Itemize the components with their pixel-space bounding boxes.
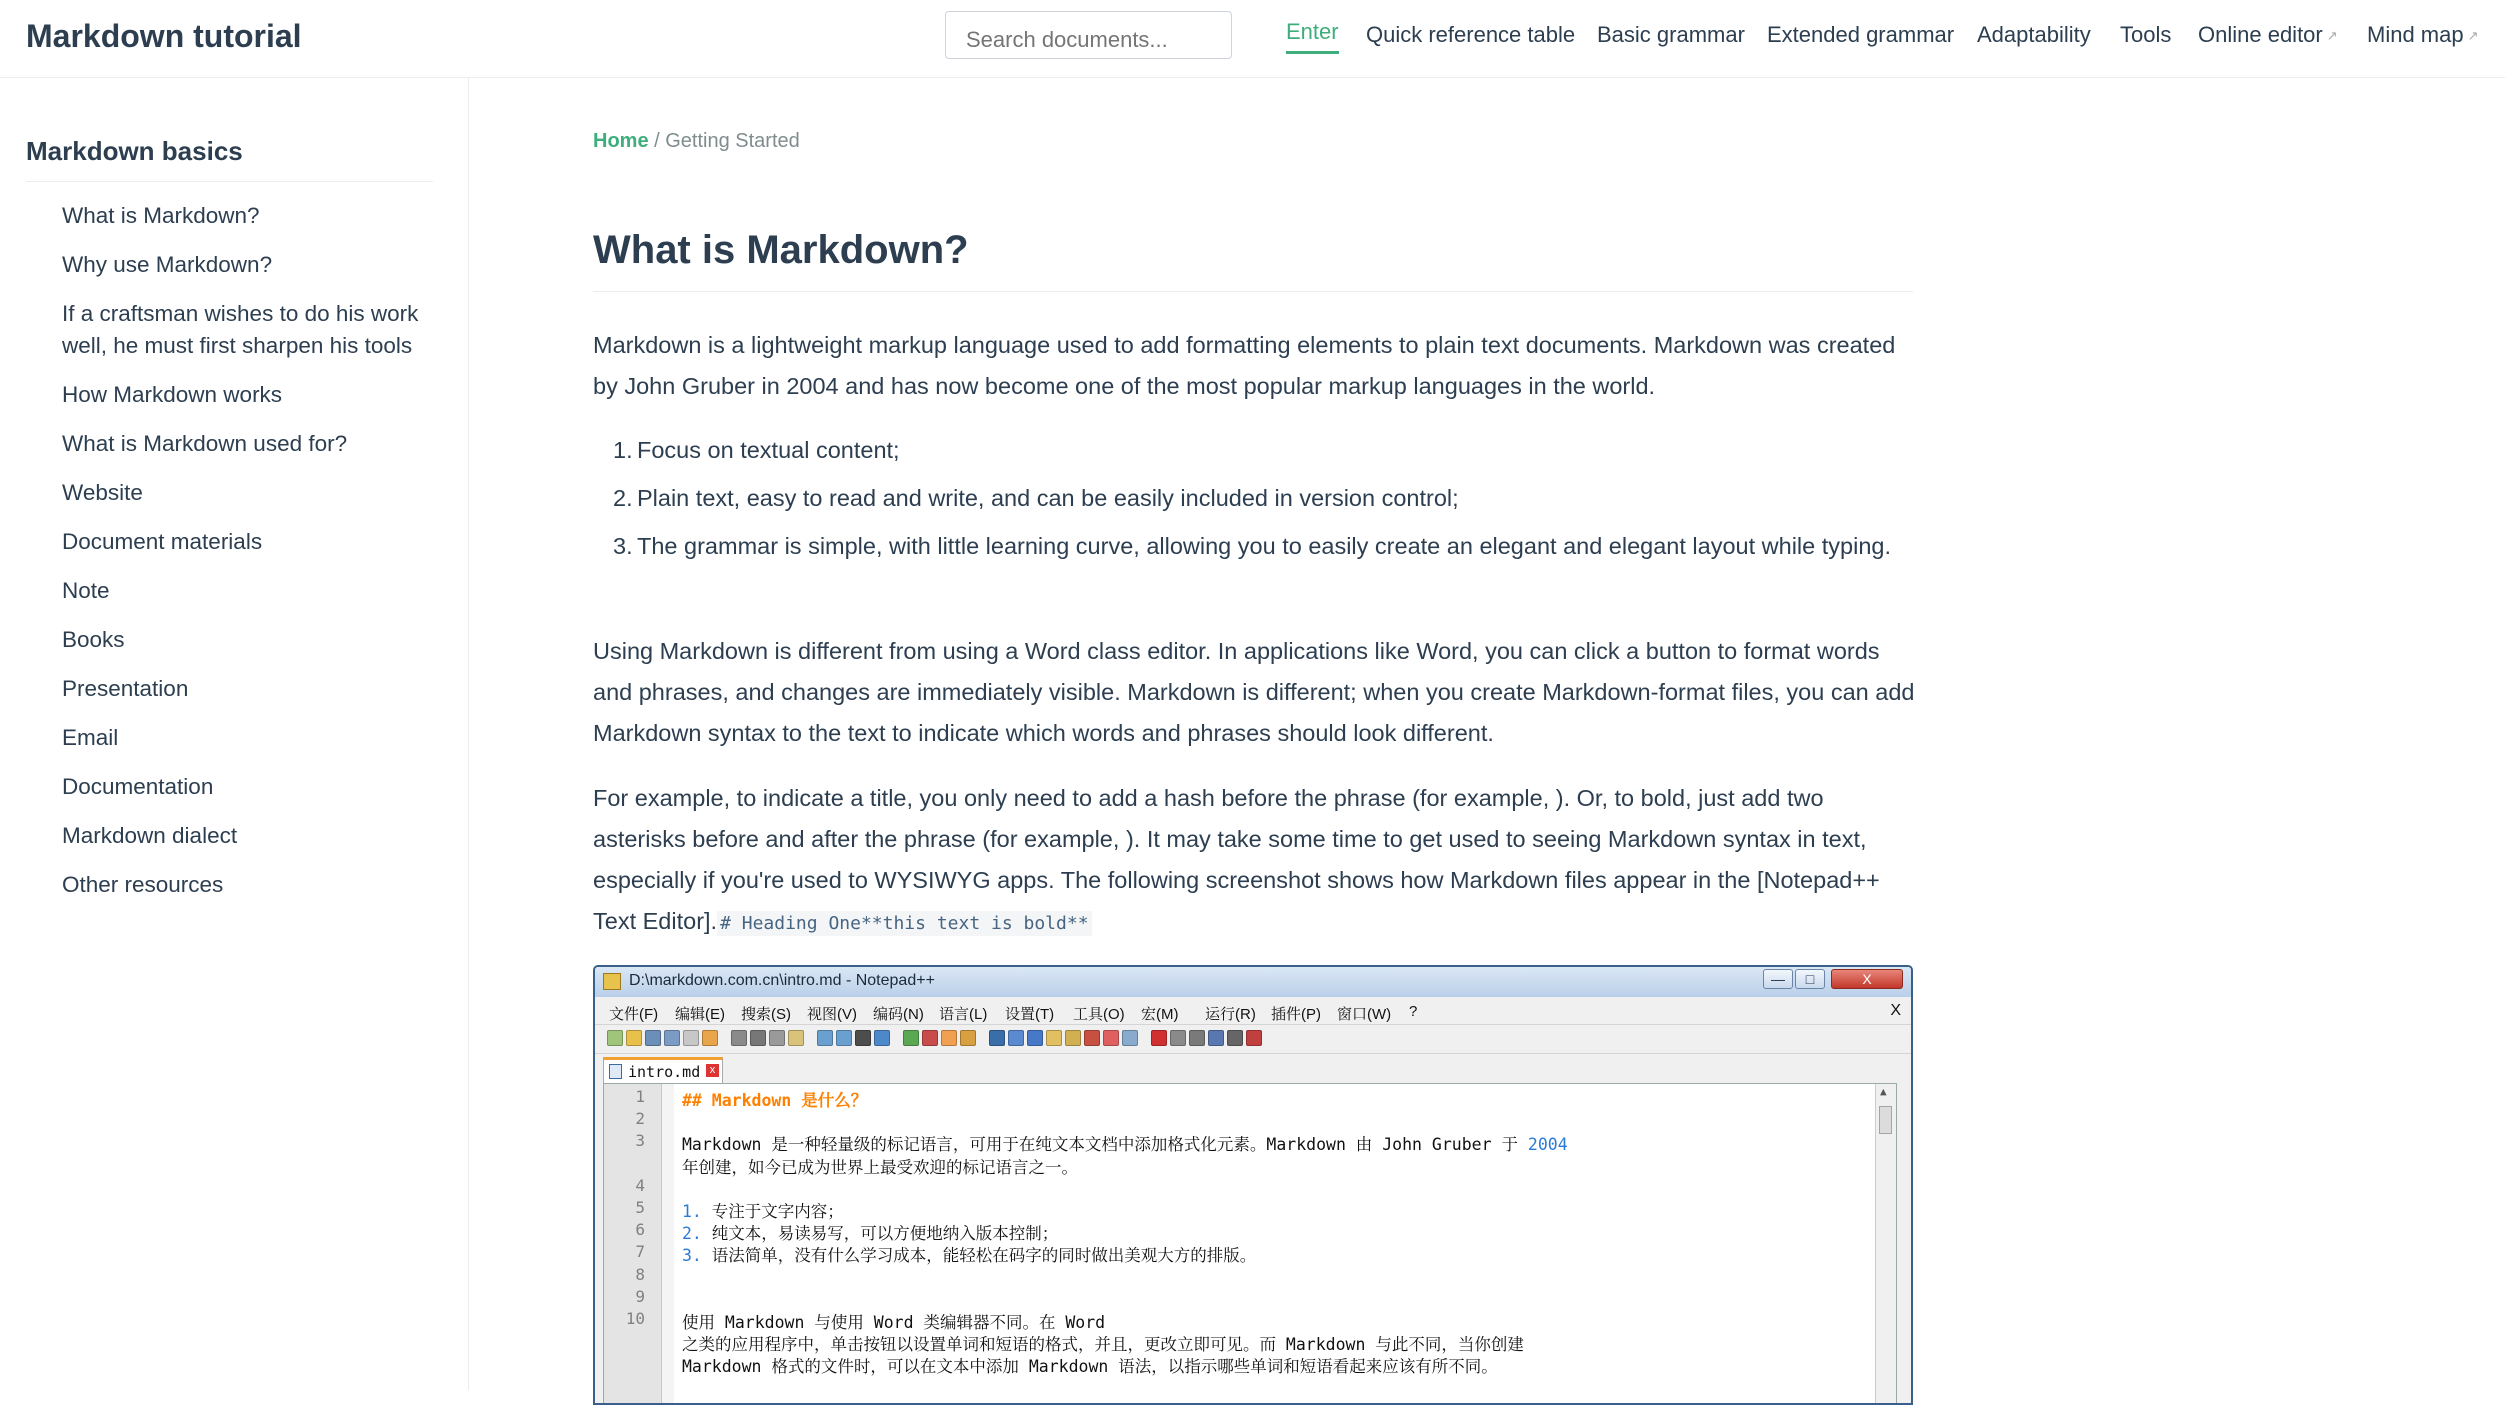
scroll-up-icon: ▲: [1880, 1085, 1887, 1098]
window-titlebar: [595, 967, 1911, 997]
toolbar-icon: [645, 1030, 661, 1046]
toolbar-icon: [702, 1030, 718, 1046]
intro-paragraph: Markdown is a lightweight markup language used to add formatting elements to plain text documents. Markdown was created by John Gruber in 2004 and has now become one of the most popular markup languages in the world.: [593, 332, 1896, 399]
nav-online-editor[interactable]: [2198, 22, 2338, 48]
sidebar-heading[interactable]: Markdown basics: [26, 136, 433, 182]
notepad-screenshot: [593, 965, 1913, 1405]
menu-language: 语言(L): [939, 1006, 988, 1023]
inline-code: # Heading One**this text is bold**: [717, 911, 1091, 936]
tab-intro-md: [603, 1057, 723, 1083]
breadcrumb-current: Getting Started: [665, 130, 800, 152]
code-line: Markdown 格式的文件时，可以在文本中添加 Markdown 语法，以指示哪些单词和短语看起来应该有所不同。: [682, 1357, 1498, 1377]
word-comparison-paragraph: Using Markdown is different from using a Word class editor. In applications like Word, you can click a button to format words and phrases, and changes are immediately visible. Markdown is different; when you create Markdown-format files, you can add Markdown syntax to the text to indicate which words and phrases should look different.: [593, 638, 1915, 746]
sidebar-item-markdown-dialect[interactable]: Markdown dialect: [62, 823, 238, 848]
toolbar-icon: [1084, 1030, 1100, 1046]
sidebar-item-what-is-markdown[interactable]: What is Markdown?: [62, 203, 260, 228]
top-navbar: [0, 0, 2505, 78]
list-item: [593, 478, 1915, 519]
code-line: 2. 纯文本，易读易写，可以方便地纳入版本控制；: [682, 1224, 1059, 1244]
list-number: 2.: [613, 485, 633, 511]
list-marker: 1.: [682, 1202, 702, 1221]
menu-run: 运行(R): [1205, 1006, 1256, 1023]
nav-quick-reference[interactable]: [1366, 22, 1575, 48]
toolbar-icon: [1027, 1030, 1043, 1046]
notepad-app-icon: [603, 973, 621, 990]
line-number: 7: [635, 1242, 645, 1262]
list-item-text: Plain text, easy to read and write, and can be easily included in version control;: [637, 485, 1459, 511]
toolbar-icon: [1170, 1030, 1186, 1046]
code-line: ## Markdown 是什么？: [682, 1091, 868, 1110]
toolbar-icon: [817, 1030, 833, 1046]
external-link-icon: ↗: [2326, 28, 2338, 44]
site-title[interactable]: Markdown tutorial: [26, 18, 302, 54]
nav-tools[interactable]: [2120, 22, 2171, 48]
sidebar-item-website[interactable]: Website: [62, 480, 143, 505]
line-number: 1: [635, 1087, 645, 1106]
toolbar-icon: [769, 1030, 785, 1046]
list-item: [593, 526, 1915, 567]
sidebar-item-other-resources[interactable]: Other resources: [62, 872, 224, 897]
breadcrumb-home[interactable]: Home: [593, 130, 649, 152]
menu-view: 视图(V): [807, 1006, 857, 1023]
toolbar-icon: [903, 1030, 919, 1046]
sidebar-item-presentation[interactable]: Presentation: [62, 676, 189, 701]
toolbar-icon: [1208, 1030, 1224, 1046]
menu-window: 窗口(W): [1337, 1006, 1392, 1023]
code-line: 1. 专注于文字内容；: [682, 1202, 844, 1221]
sidebar-item-books[interactable]: Books: [62, 627, 125, 652]
code-line: 3. 语法简单，没有什么学习成本，能轻松在码字的同时做出美观大方的排版。: [682, 1246, 1257, 1266]
sidebar-item-document-materials[interactable]: Document materials: [62, 529, 263, 554]
sidebar-item-email[interactable]: Email: [62, 725, 119, 750]
vertical-scrollbar: [1875, 1084, 1896, 1405]
breadcrumb: [593, 130, 800, 153]
code-line: 之类的应用程序中，单击按钮以设置单词和短语的格式，并且，更改立即可见。而 Markdown 与此不同，当你创建: [682, 1335, 1524, 1355]
menu-search: 搜索(S): [741, 1006, 791, 1023]
nav-basic-grammar[interactable]: [1597, 22, 1745, 48]
file-icon: [609, 1064, 622, 1079]
list-item: [593, 430, 1915, 471]
toolbar-icon: [1246, 1030, 1262, 1046]
nav-enter-label: Enter: [1286, 19, 1339, 44]
close-icon: X: [1831, 969, 1903, 989]
sidebar-item-documentation[interactable]: Documentation: [62, 774, 214, 799]
feature-list: [593, 430, 1915, 574]
toolbar-icon: [664, 1030, 680, 1046]
toolbar-icon: [1046, 1030, 1062, 1046]
toolbar-icon: [836, 1030, 852, 1046]
fold-margin: [662, 1084, 674, 1405]
toolbar-icon: [1189, 1030, 1205, 1046]
toolbar-icon: [626, 1030, 642, 1046]
code-editor: [603, 1083, 1897, 1405]
line-number: 2: [635, 1109, 645, 1129]
nav-quick-reference-label: Quick reference table: [1366, 22, 1576, 47]
toolbar-icon: [1122, 1030, 1138, 1046]
sidebar-links: [62, 200, 422, 918]
tab-bar: [595, 1055, 1911, 1083]
nav-adaptability-label: Adaptability: [1977, 22, 2091, 47]
nav-extended-grammar-label: Extended grammar: [1767, 22, 1955, 47]
code-line: 使用 Markdown 与使用 Word 类编辑器不同。在 Word: [682, 1313, 1106, 1332]
list-number: 1.: [613, 437, 633, 463]
line-number: 4: [635, 1175, 645, 1195]
line-number: 10: [625, 1309, 645, 1328]
nav-tools-label: Tools: [2120, 22, 2172, 47]
breadcrumb-separator: /: [648, 130, 666, 152]
menu-encoding: 编码(N): [873, 1006, 924, 1023]
list-item-text: The grammar is simple, with little learning curve, allowing you to easily create an elegant and elegant layout while typing.: [637, 533, 1891, 559]
toolbar-icon: [607, 1030, 623, 1046]
toolbar-icon: [1065, 1030, 1081, 1046]
menu-edit: 编辑(E): [675, 1006, 725, 1023]
page-title: What is Markdown?: [593, 228, 1913, 292]
minimize-icon: —: [1763, 969, 1793, 989]
nav-mind-map[interactable]: [2367, 22, 2479, 48]
external-link-icon: ↗: [2467, 28, 2479, 44]
menu-settings: 设置(T): [1005, 1006, 1055, 1023]
list-marker: 3.: [682, 1246, 702, 1266]
toolbar-icon: [731, 1030, 747, 1046]
toolbar-icon: [1151, 1030, 1167, 1046]
sidebar-item-sharpen-tools[interactable]: If a craftsman wishes to do his work well, he must first sharpen his tools: [62, 301, 419, 358]
sidebar: [0, 78, 469, 1390]
toolbar-icon: [750, 1030, 766, 1046]
menu-close-icon: X: [1890, 1002, 1901, 1019]
toolbar-icon: [855, 1030, 871, 1046]
menu-plugins: 插件(P): [1271, 1006, 1321, 1023]
number-literal: 2004: [1527, 1135, 1568, 1155]
window-menubar: [595, 1001, 1911, 1023]
example-paragraph-text: For example, to indicate a title, you only need to add a hash before the phrase (for example, ). Or, to bold, just add two asterisks before and after the phrase (for example, ). It may take some time to get used to seeing Markdown syntax in text, especially if you're used to WYSIWYG apps. The following screenshot shows how Markdown files appear in the [Notepad++ Text Editor].: [593, 785, 1880, 934]
toolbar-icon: [922, 1030, 938, 1046]
sidebar-item-how-markdown-works[interactable]: How Markdown works: [62, 382, 283, 407]
example-paragraph: [593, 778, 1915, 944]
nav-online-editor-label: Online editor: [2198, 22, 2323, 47]
list-marker: 2.: [682, 1224, 702, 1244]
menu-tools: 工具(O): [1073, 1006, 1125, 1023]
sidebar-item-note[interactable]: Note: [62, 578, 110, 603]
scrollbar-thumb: [1879, 1106, 1892, 1134]
search-input[interactable]: [945, 11, 1232, 59]
menu-help: ?: [1409, 1003, 1418, 1020]
code-line: Markdown 是一种轻量级的标记语言，可用于在纯文本文档中添加格式化元素。Markdown 由 John Gruber 于 2004: [682, 1135, 1568, 1155]
line-number-gutter: [604, 1084, 662, 1405]
nav-adaptability[interactable]: [1977, 22, 2091, 48]
tab-label: intro.md: [628, 1063, 701, 1081]
toolbar-icon: [941, 1030, 957, 1046]
toolbar-icon: [1103, 1030, 1119, 1046]
toolbar-icon: [788, 1030, 804, 1046]
line-number: 9: [635, 1286, 645, 1306]
toolbar-icon: [989, 1030, 1005, 1046]
line-number: 3: [635, 1131, 645, 1151]
toolbar-icon: [1227, 1030, 1243, 1046]
menu-file: 文件(F): [609, 1006, 659, 1023]
sidebar-item-why-use-markdown[interactable]: Why use Markdown?: [62, 252, 273, 277]
nav-mind-map-label: Mind map: [2367, 22, 2464, 47]
line-number: 6: [635, 1220, 645, 1240]
tab-close-icon: x: [706, 1064, 719, 1077]
toolbar-icon: [874, 1030, 890, 1046]
nav-enter[interactable]: [1286, 19, 1339, 54]
code-line: 年创建，如今已成为世界上最受欢迎的标记语言之一。: [682, 1157, 1078, 1177]
list-item-text: Focus on textual content;: [637, 437, 900, 463]
line-number: 5: [635, 1198, 645, 1217]
list-number: 3.: [613, 533, 633, 559]
toolbar-icon: [1008, 1030, 1024, 1046]
sidebar-item-markdown-used-for[interactable]: What is Markdown used for?: [62, 431, 348, 456]
toolbar-icon: [960, 1030, 976, 1046]
window-toolbar: [595, 1024, 1911, 1054]
nav-basic-grammar-label: Basic grammar: [1597, 22, 1745, 47]
window-title: D:\markdown.com.cn\intro.md - Notepad++: [629, 972, 935, 989]
toolbar-icon: [683, 1030, 699, 1046]
line-number: 8: [635, 1264, 645, 1284]
nav-extended-grammar[interactable]: [1767, 22, 1954, 48]
menu-macro: 宏(M): [1141, 1006, 1179, 1023]
maximize-icon: □: [1795, 969, 1825, 989]
